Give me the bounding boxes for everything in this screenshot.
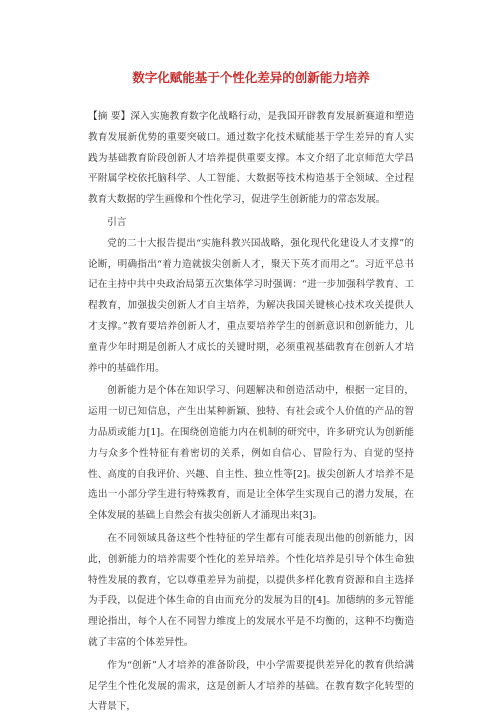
paper-title: 数字化赋能基于个性化差异的创新能力培养 bbox=[132, 70, 370, 85]
section-heading-introduction: 引言 bbox=[107, 216, 127, 228]
body-paragraph: 党的二十大报告提出“实施科教兴国战略，强化现代化建设人才支撑”的论断，明确指出“着力造就拔尖创新人才，聚天下英才而用之”。习近平总书记在主持中共中央政治局第五次集体学习时强调：“进一步加强科学教育、工程教育，加强拔尖创新人才自主培养，为解决我国关键核心技术攻关提供人才支撑。”教育要培养创新人才，重点要培养学生的创新意识和创新能力，儿童青少年时期是创新人才成长的关键时期，必须重视基础教育在创新人才培养中的基础作用。 bbox=[88, 237, 414, 374]
abstract bbox=[88, 107, 414, 211]
body-paragraph: 在不同领域具备这些个性特征的学生都有可能表现出他的创新能力，因此，创新能力的培养需要个性化的差异培养。个性化培养是引导个体生命独特性发展的教育，它以尊重差异为前提，以提供多样化教育资源和自主选择为手段，以促进个体生命的自由而充分的发展为目的[4]。加德纳的多元智能理论指出，每个人在不同智力维度上的发展水平是不均衡的，这种不均衡造就了丰富的个体差异性。 bbox=[88, 532, 414, 648]
body-paragraph: 作为“创新”人才培养的准备阶段，中小学需要提供差异化的教育供给满足学生个性化发展的需求，这是创新人才培养的基础。在教育数字化转型的大背景下， bbox=[88, 659, 414, 713]
abstract-text: 深入实施教育数字化战略行动，是我国开辟教育发展新赛道和塑造教育发展新优势的重要突破口。通过数字化技术赋能基于学生差异的育人实践为基础教育阶段创新人才培养提供重要支撑。本文介绍了北京师范大学昌平附属学校依托脑科学、人工智能、大数据等技术构造基于全领域、全过程教育大数据的学生画像和个性化学习，促进学生创新能力的常态发展。 bbox=[88, 111, 414, 206]
abstract-label: 【摘 要】 bbox=[88, 111, 131, 122]
body-paragraph: 创新能力是个体在知识学习、问题解决和创造活动中，根据一定目的，运用一切已知信息，产生出某种新颖、独特、有社会或个人价值的产品的智力品质或能力[1]。在围绕创造能力内在机制的研究中，许多研究认为创新能力与众多个性特征有着密切的关系，例如自信心、冒险行为、自觉的坚持性、高度的自我评价、兴趣、自主性、独立性等[2]。拔尖创新人才培养不是选出一小部分学生进行特殊教育，而是让全体学生实现自己的潜力发展，在全体发展的基础上自然会有拔尖创新人才涌现出来[3]。 bbox=[88, 385, 414, 522]
